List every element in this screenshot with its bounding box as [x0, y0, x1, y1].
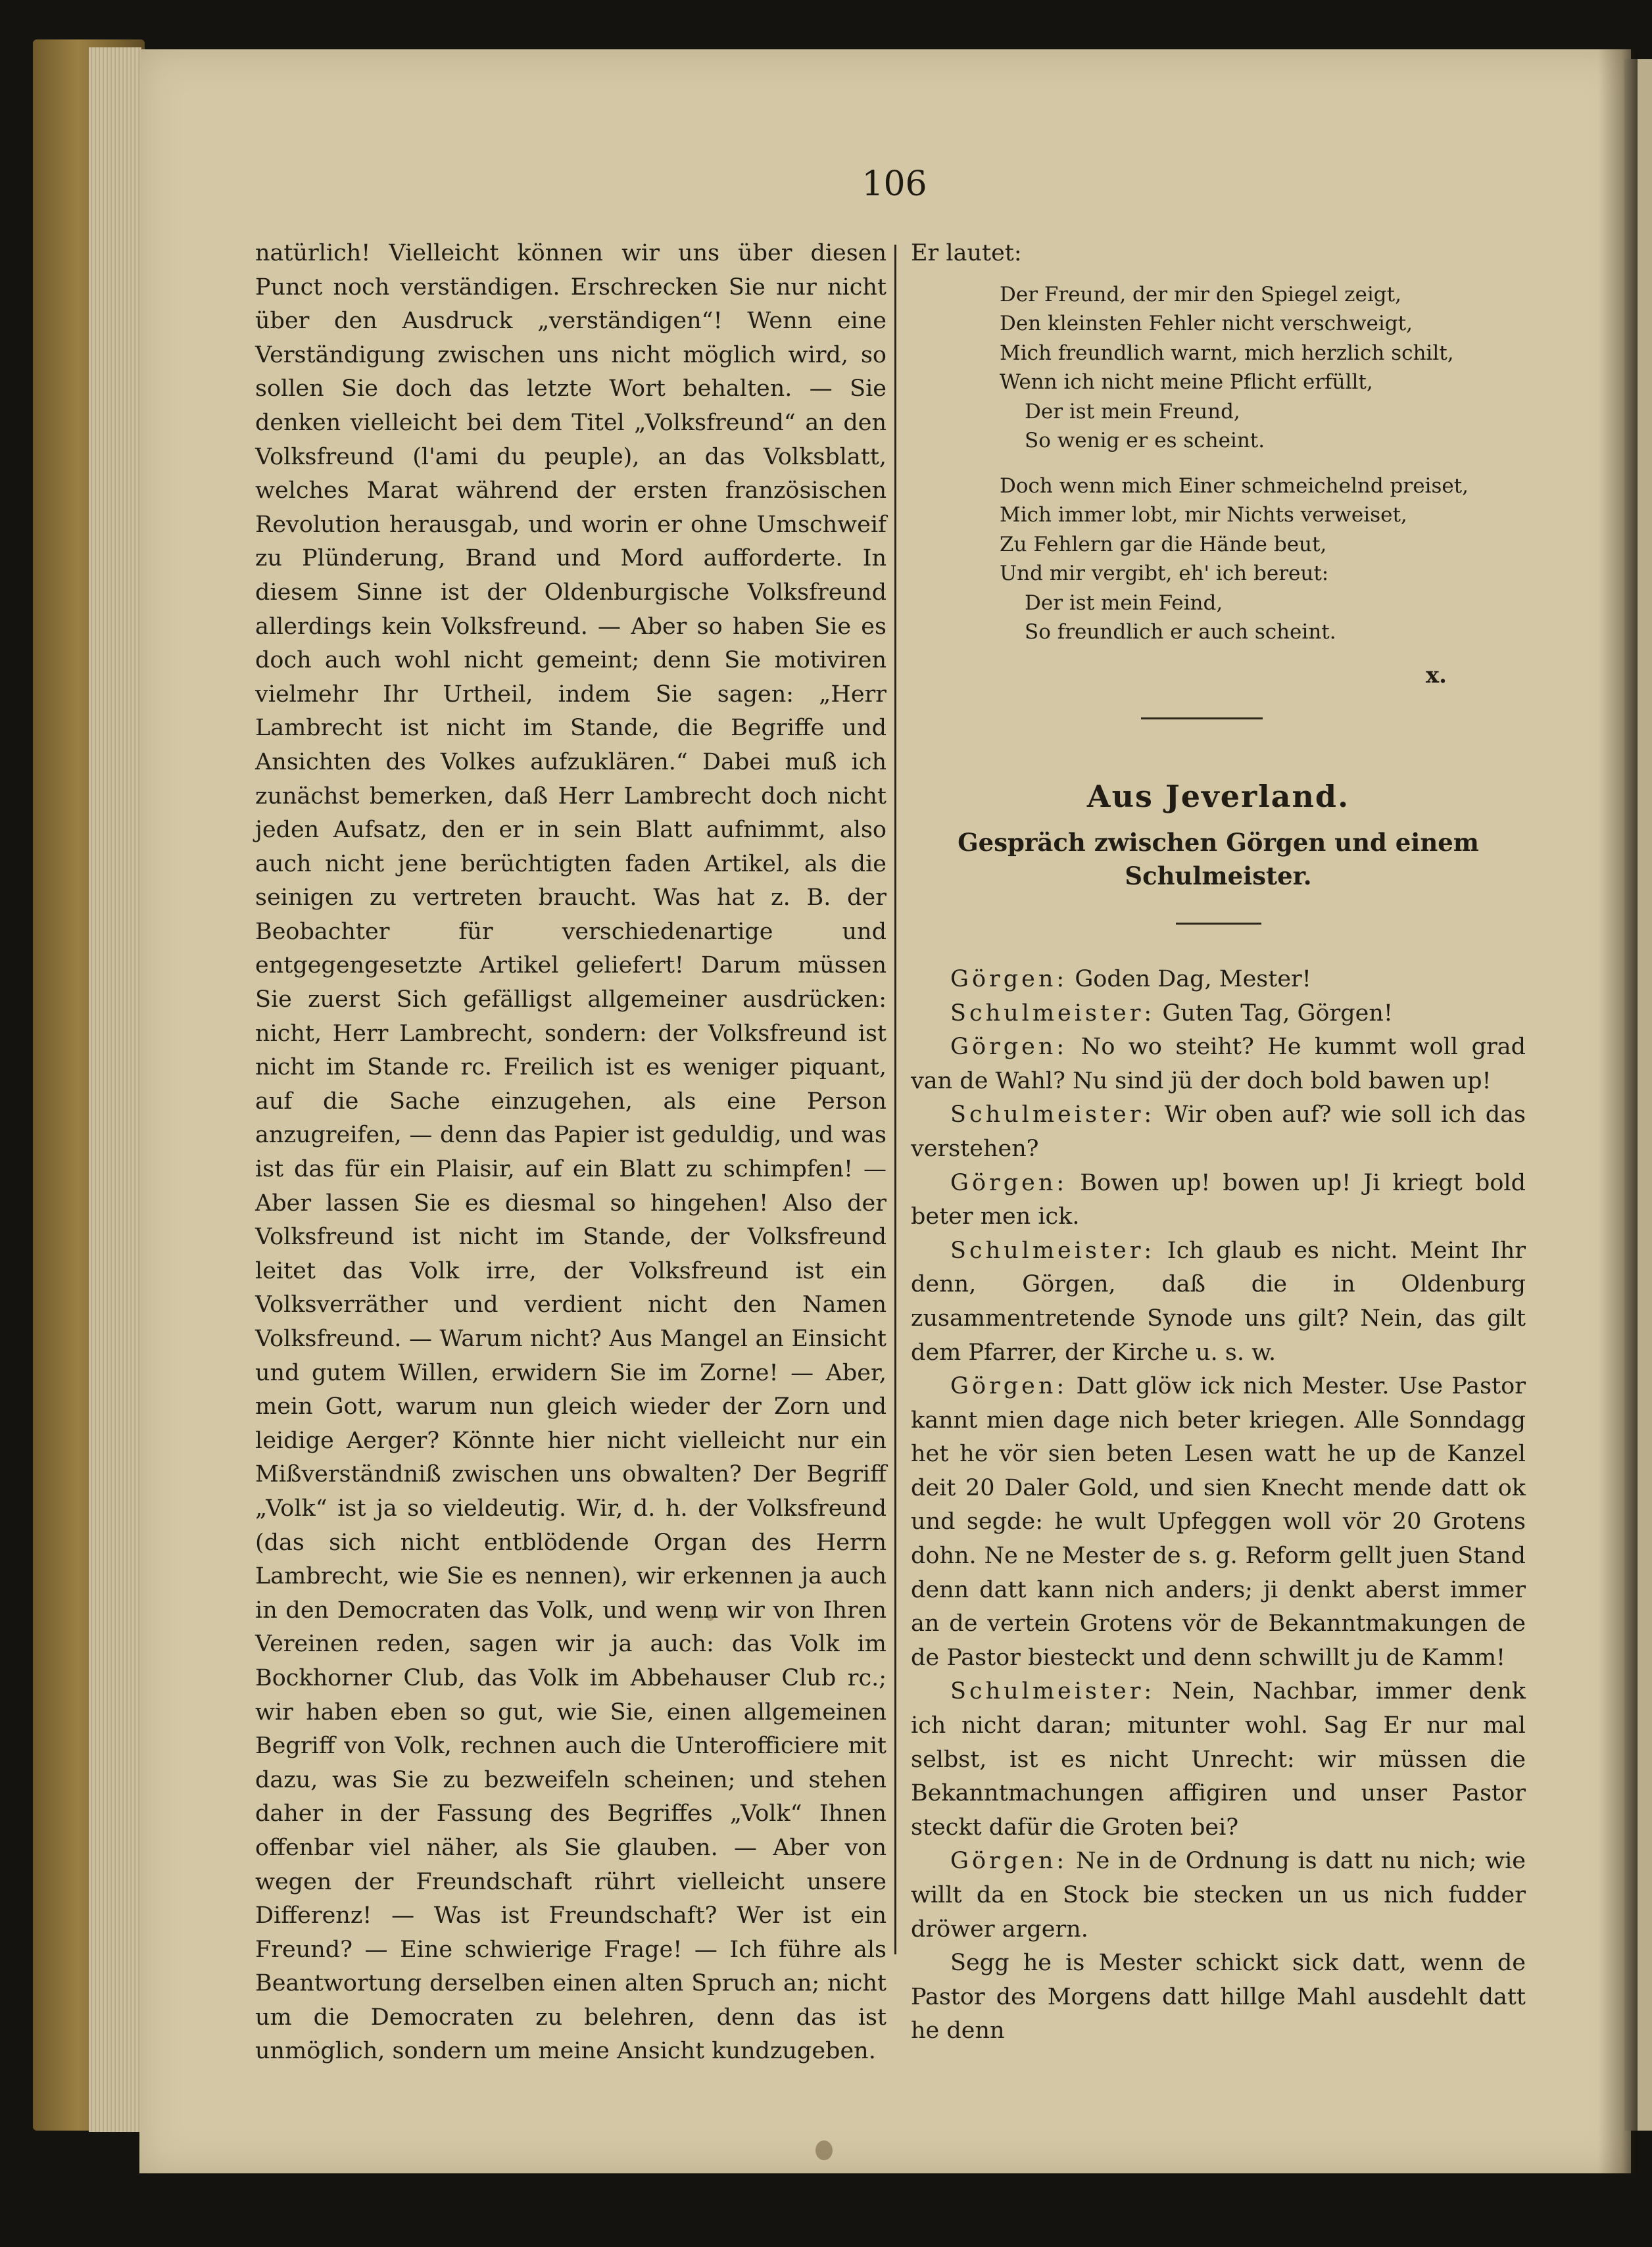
dialogue-line — [911, 1675, 1526, 1845]
speaker-name: Görgen: — [950, 965, 1068, 992]
dialogue-text: Goden Dag, Mester! — [1067, 965, 1311, 992]
dialogue-text: Wir oben auf? wie soll ich das verstehen? — [911, 1101, 1526, 1162]
left-column — [255, 237, 887, 2069]
dialogue-text: Segg he is Mester schickt sick datt, wenn de Pastor des Morgens datt hillge Mahl ausdehlt datt he denn — [911, 1950, 1526, 2044]
poem-line: Der ist mein Feind, — [1025, 591, 1223, 615]
poem-line: Mich immer lobt, mir Nichts verweiset, — [1000, 503, 1407, 527]
poem-line: So freundlich er auch scheint. — [1025, 620, 1336, 644]
left-column-paragraph: natürlich! Vielleicht können wir uns über diesen Punct noch verständigen. Erschrecken Sie nur nicht über den Ausdruck „verständigen“! Wenn eine Verständigung zwischen uns nicht möglich wird, so sollen Sie doch das letzte Wort behalten. — Sie denken vielleicht bei dem Titel „Volksfreund“ an den Volksfreund (l'ami du peuple), an das Volksblatt, welches Marat während der ersten französischen Revolution herausgab, und worin er ohne Umschweif zu Plünderung, Brand und Mord aufforderte. In diesem Sinne ist der Oldenburgische Volksfreund allerdings kein Volksfreund. — Aber so haben Sie es doch auch wohl nicht gemeint; denn Sie motiviren vielmehr Ihr Urtheil, indem Sie sagen: „Herr Lambrecht ist nicht im Stande, die Begriffe und Ansichten des Volkes aufzuklären.“ Dabei muß ich zunächst bemerken, daß Herr Lambrecht doch nicht jeden Aufsatz, den er in sein Blatt aufnimmt, also auch nicht jene berüchtigten faden Artikel, als die seinigen zu vertreten braucht. Was hat z. B. der Beobachter für verschiedenartige und entgegengesetzte Artikel geliefert! Darum müssen Sie zuerst Sich gefälligst allgemeiner ausdrücken: nicht, Herr Lambrecht, sondern: der Volksfreund ist nicht im Stande rc. Freilich ist es weniger piquant, auf die Sache einzugehen, als eine Person anzugreifen, — denn das Papier ist geduldig, und was ist das für ein Plaisir, auf ein Blatt zu schimpfen! — Aber lassen Sie es diesmal so hingehen! Also der Volksfreund ist nicht im Stande, der Volksfreund leitet das Volk irre, der Volksfreund ist ein Volksverräther und verdient nicht den Namen Volksfreund. — Warum nicht? Aus Mangel an Einsicht und gutem Willen, erwidern Sie im Zorne! — Aber, mein Gott, warum nun gleich wieder der Zorn und leidige Aerger? Könnte hier nicht vielleicht nur ein Mißverständniß zwischen uns obwalten? Der Begriff „Volk“ ist ja so vieldeutig. Wir, d. h. der Volksfreund (das sich nicht entblödende Organ des Herrn Lambrecht, wie Sie es nennen), wir erkennen ja auch in den Democraten das Volk, und wenn wir von Ihren Vereinen reden, sagen wir ja auch: das Volk im Bockhorner Club, das Volk im Abbehauser Club rc.; wir haben eben so gut, wie Sie, einen allgemeinen Begriff von Volk, rechnen auch die Unterofficiere mit dazu, was Sie zu bezweifeln scheinen; und stehen daher in der Fassung des Begriffes „Volk“ Ihnen offenbar viel näher, als Sie glauben. — Aber von wegen der Freundschaft rührt vielleicht unsere Differenz! — Was ist Freundschaft? Wer ist ein Freund? — Eine schwierige Frage! — Ich führe als Beantwortung derselben einen alten Spruch an; nicht um die Democraten zu belehren, denn das ist unmöglich, sondern um meine Ansicht kundzugeben. — [255, 240, 887, 2065]
dialogue-text: Guten Tag, Görgen! — [1155, 1000, 1393, 1027]
poem-line: Mich freundlich warnt, mich herzlich schilt, — [1000, 341, 1454, 365]
title-rule — [1176, 923, 1261, 925]
poem-line: Wenn ich nicht meine Pflicht erfüllt, — [1000, 370, 1373, 395]
section-rule — [1141, 717, 1263, 719]
poem-line: So wenig er es scheint. — [1025, 429, 1265, 453]
poem-line: Der Freund, der mir den Spiegel zeigt, — [1000, 282, 1401, 306]
dialogue-text: Datt glöw ick nich Mester. Use Pastor kannt mien dage nich beter kriegen. Alle Sonndagg het he vör sien beten Lesen watt he up de Kanzel deit 20 Daler Gold, und sien Knecht mende datt ok und segde: he wult Upfeggen woll vör 20 Grotens dohn. Ne ne Mester de s. g. Reform gellt juen Stand denn datt kann nich anders; ji denkt aberst immer an de vertein Grotens vör de Bekanntmakungen de de Pastor biesteckt und denn schwillt ju de Kamm! — [911, 1373, 1526, 1671]
poem-line: Zu Fehlern gar die Hände beut, — [1000, 532, 1327, 556]
poem-line: Doch wenn mich Einer schmeichelnd preiset, — [1000, 473, 1469, 498]
dialogue-line — [911, 997, 1526, 1031]
dialogue-line — [911, 963, 1526, 997]
stain-spot — [815, 2140, 833, 2160]
binding-gutter — [1598, 49, 1638, 2173]
speaker-name: Schulmeister: — [950, 1000, 1155, 1027]
poem-line: Der ist mein Freund, — [1025, 399, 1240, 423]
dialogue-text: No wo steiht? He kummt woll grad van de Wahl? Nu sind jü der doch bold bawen up! — [911, 1034, 1526, 1094]
dialogue-line — [911, 1946, 1526, 2048]
signature: x. — [1425, 662, 1447, 689]
poem — [1000, 280, 1526, 647]
article-subtitle: Gespräch zwischen Görgen und einem Schulmeister. — [958, 827, 1479, 891]
dialogue-text: Bowen up! bowen up! Ji kriegt bold beter men ick. — [911, 1169, 1526, 1230]
speaker-name: Görgen: — [950, 1169, 1068, 1196]
speaker-name: Görgen: — [950, 1034, 1068, 1061]
speaker-name: Görgen: — [950, 1848, 1068, 1875]
page-edges — [89, 47, 141, 2132]
poem-line: Und mir vergibt, eh' ich bereut: — [1000, 562, 1329, 586]
right-column — [911, 237, 1526, 2048]
dialogue-line — [911, 1030, 1526, 1098]
speaker-name: Schulmeister: — [950, 1237, 1155, 1264]
dialogue — [911, 963, 1526, 2048]
dialogue-line — [911, 1845, 1526, 1946]
poem-line: Den kleinsten Fehler nicht verschweigt, — [1000, 312, 1413, 336]
dialogue-line — [911, 1098, 1526, 1166]
dialogue-text: Ich glaub es nicht. Meint Ihr denn, Görgen, daß die in Oldenburg zusammentretende Synode uns gilt? Nein, das gilt dem Pfarrer, der Kirche u. s. w. — [911, 1237, 1526, 1366]
dialogue-text: Ne in de Ordnung is datt nu nich; wie willt da en Stock bie stecken un us nich fudder dröwer argern. — [911, 1848, 1526, 1943]
dialogue-line — [911, 1370, 1526, 1675]
column-divider — [894, 245, 896, 1954]
speaker-name: Schulmeister: — [950, 1678, 1155, 1705]
poem-intro: Er lautet: — [911, 240, 1022, 266]
page-number: 106 — [862, 164, 927, 204]
speaker-name: Schulmeister: — [950, 1101, 1155, 1128]
article-title: Aus Jeverland. — [1086, 779, 1350, 815]
dialogue-line — [911, 1234, 1526, 1370]
dialogue-text: Nein, Nachbar, immer denk ich nicht daran; mitunter wohl. Sag Er nur mal selbst, ist es nicht Unrecht: wir müssen die Bekanntmachungen affigiren und unser Pastor steckt dafür die Groten bei? — [911, 1678, 1526, 1841]
speaker-name: Görgen: — [950, 1373, 1068, 1400]
dialogue-line — [911, 1167, 1526, 1234]
stanza-gap — [1000, 456, 1526, 471]
